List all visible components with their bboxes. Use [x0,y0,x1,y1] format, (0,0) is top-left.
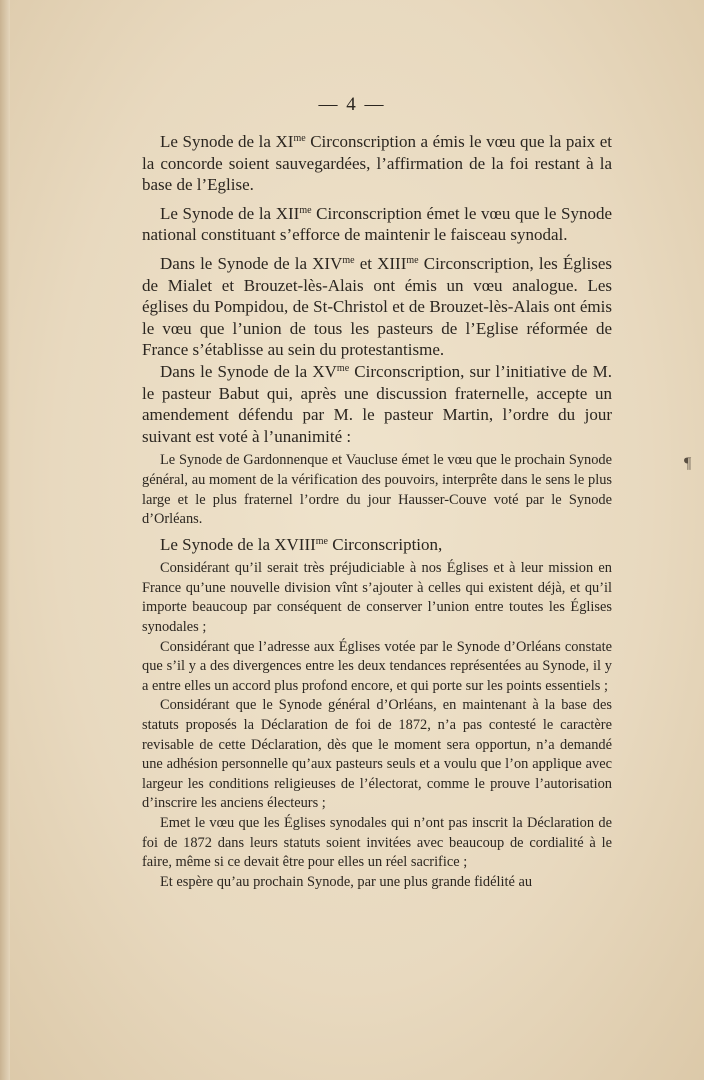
paragraph-10-emet: Emet le vœu que les Églises synodales qui n’ont pas inscrit la Déclaration de foi de 1872 dans leurs statuts soient invitées avec beaucoup de cordialité à le faire, même si ce devait être pour elles un réel sacrifice ; [142,815,612,871]
paragraph-4: Dans le Synode de la $XV^{me}$ Circonscription, sur l’initiative de M. le pasteur Babut qui, après une discussion fraternelle, accepte un amendement défendu par M. le pasteur Martin, l’ordre du jour suivant est voté à l’unanimité : [142,361,612,446]
paragraph-11-espere: Et espère qu’au prochain Synode, par une plus grande fidélité au [160,873,533,890]
paragraph-6: Le Synode de la $XVIII^{me}$ Circonscription, [160,534,443,554]
page-number: — 4 — [318,94,386,115]
paragraph-7-considerant: Considérant qu’il serait très préjudiciable à nos Églises et à leur mission en France qu’une nouvelle division vînt s’ajouter à celles qui existent déjà, et qu’il importe beaucoup par conséquent de conserver l’union entre toutes les Églises synodales ; [142,560,612,636]
margin-mark: ¶ [684,455,692,472]
page-binding-edge [0,0,10,1080]
paragraph-9-considerant: Considérant que le Synode général d’Orléans, en maintenant à la base des statuts proposés la Déclaration de foi de 1872, n’a pas contesté le caractère revisable de cette Déclaration, dès que le moment sera opportun, n’a demandé une adhésion personnelle qu’aux pasteurs seuls et a voulu que l’on applique avec largeur les conditions religieuses de l’électorat, comme le prouve l’autorisation d’inscrire les anciens électeurs ; [142,697,612,812]
body-text [142,131,612,892]
paragraph-3: Dans le Synode de la $XIV^{me}$ et $XIII^{me}$ Circonscription, les Églises de Mialet et Brouzet-lès-Alais ont émis un vœu analogue. Les églises du Pompidou, de St-Christol et de Brouzet-lès-Alais ont émis le vœu que l’union de tous les pasteurs de l’Eglise réformée de France s’établisse au sein du protestantisme. [142,253,612,360]
paragraph-2: Le Synode de la $XII^{me}$ Circonscription émet le vœu que le Synode national constituant s’efforce de maintenir le faisceau synodal. [142,203,612,245]
paragraph-1: Le Synode de la $XI^{me}$ Circonscription a émis le vœu que la paix et la concorde soient sauvegardées, l’affirmation de la foi restant à la base de l’Eglise. [142,132,613,195]
paragraph-8-considerant: Considérant que l’adresse aux Églises votée par le Synode d’Orléans constate que s’il y a des divergences entre les deux tendances représentées au Synode, il y a entre elles un accord plus profond encore, et qui porte sur les points essentiels ; [142,638,612,694]
paragraph-5-resolution: Le Synode de Gardonnenque et Vaucluse émet le vœu que le prochain Synode général, au moment de la vérification des pouvoirs, interprête dans le sens le plus large et le plus fraternel l’ordre du jour Hausser-Couve voté par le Synode d’Orléans. [142,452,612,528]
